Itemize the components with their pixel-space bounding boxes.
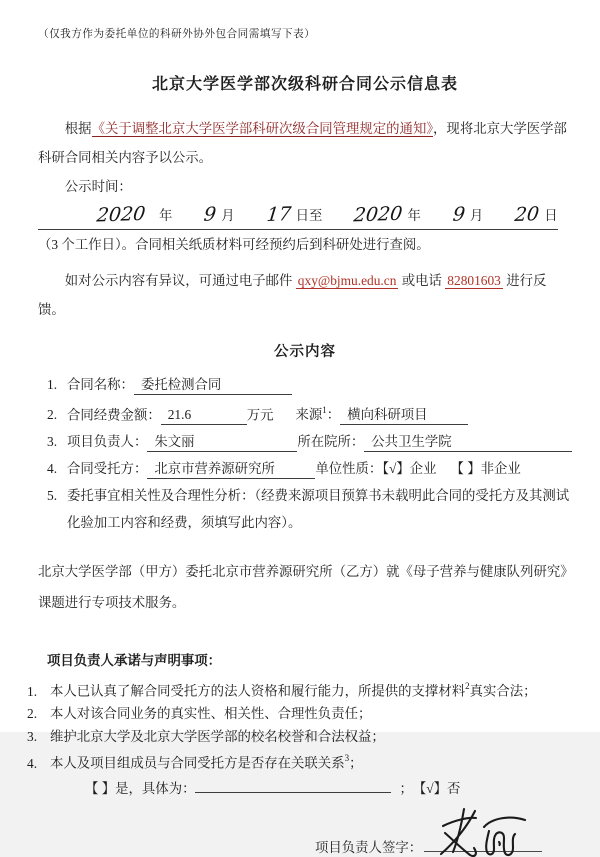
declaration-section <box>24 650 572 801</box>
footnote-marker-1: 1 <box>322 405 327 415</box>
period-label: 公示时间： <box>64 179 132 194</box>
project-leader-label: 项目负责人： <box>67 434 148 450</box>
period-suffix: （3 个工作日）。合同相关纸质材料可经预约后到科研处进行查阅。 <box>38 237 430 252</box>
checkbox-no-checked: 【√】否 <box>412 781 461 797</box>
item-number: 4. <box>27 755 38 771</box>
to-char: 日至 <box>295 208 323 223</box>
declaration-item-text: 维护北京大学及北京大学医学部的校名校誉和合法权益； <box>50 728 385 744</box>
contract-name-label: 合同名称： <box>67 377 134 392</box>
signature-name <box>424 835 425 836</box>
section-title: 公示内容 <box>274 344 336 360</box>
declaration-item-3 <box>24 726 572 749</box>
contract-name-value: 委托检测合同 <box>134 376 292 395</box>
contract-amount-value: 21.6 <box>161 406 247 425</box>
year-char-1: 年 <box>158 208 173 223</box>
feedback-suffix: 进行反馈。 <box>38 273 547 317</box>
declaration-item-text <box>50 748 362 775</box>
consignee-body <box>67 455 572 482</box>
signature-row <box>315 835 572 856</box>
contract-name-row <box>38 371 572 398</box>
project-leader-value: 朱文丽 <box>147 433 297 452</box>
item-number: 4. <box>47 461 58 477</box>
signature-label: 项目负责人签字： <box>315 840 423 856</box>
declaration-suffix: 真实合法； <box>469 683 537 699</box>
signature-line <box>424 835 542 852</box>
footnote-marker-3: 3 <box>344 753 350 764</box>
department-label: 所在院所： <box>297 434 365 450</box>
checkbox-yes-unchecked: 【 】是，具体为： <box>85 781 196 797</box>
item-number: 2. <box>27 706 38 722</box>
entrustment-summary: 北京大学医学部（甲方）委托北京市营养源研究所（乙方）就《母子营养与健康队列研究》课题进行专项技术服务。 <box>38 564 567 611</box>
contract-amount-body <box>67 398 572 428</box>
feedback-paragraph <box>38 266 572 324</box>
declaration-text: 本人已认真了解合同受托方的法人资格和履行能力，所提供的支撑材料 <box>50 683 466 699</box>
contract-amount-unit: 万元 <box>246 407 274 423</box>
handwritten-signature-icon <box>428 805 538 857</box>
relation-detail-blank <box>195 792 391 793</box>
declaration-header: 项目负责人承诺与声明事项： <box>47 653 222 669</box>
department-value: 公共卫生学院 <box>364 433 572 452</box>
funding-source-value: 横向科研项目 <box>340 406 468 425</box>
declaration-item-text: 本人对该合同业务的真实性、相关性、合理性负责任； <box>50 706 372 722</box>
handwritten-year-2: 2020 <box>352 202 404 227</box>
funding-source-colon: ： <box>326 407 341 423</box>
feedback-prefix: 如对公示内容有异议，可通过电子邮件 <box>64 273 296 288</box>
declaration-item-4 <box>24 748 572 775</box>
declaration-suffix: ； <box>349 755 363 771</box>
item-number: 1. <box>27 683 38 699</box>
handwritten-year-1: 2020 <box>95 202 147 227</box>
funding-source-text: 来源 <box>295 407 323 423</box>
project-leader-body <box>67 428 572 455</box>
month-char-2: 月 <box>469 208 484 223</box>
contract-name-body <box>67 371 572 398</box>
contract-amount-label: 合同经费金额： <box>67 407 161 423</box>
declaration-item-2 <box>24 703 572 726</box>
publicity-period-paragraph <box>38 172 572 259</box>
top-note: （仅我方作为委托单位的科研外协外包合同需填写下表） <box>38 29 316 40</box>
consignee-row <box>38 455 572 482</box>
project-leader-row <box>38 428 572 455</box>
feedback-mid: 或电话 <box>398 273 446 288</box>
declaration-item-1 <box>24 676 572 703</box>
handwritten-day-1: 17 <box>265 203 292 226</box>
declaration-item-text <box>50 676 537 703</box>
intro-prefix: 根据 <box>64 121 92 136</box>
document-title: 北京大学医学部次级科研合同公示信息表 <box>151 76 458 93</box>
unit-nature-label: 单位性质： <box>315 461 383 477</box>
item-number: 3. <box>47 434 58 450</box>
contract-amount-row <box>38 398 572 428</box>
intro-suffix: ，现将北京大学医学部科研合同相关内容予以公示。 <box>38 121 567 165</box>
relation-separator: ； <box>399 781 413 797</box>
handwritten-month-2: 9 <box>451 203 467 226</box>
checkbox-non-enterprise-unchecked: 【 】非企业 <box>450 461 521 477</box>
footnote-marker-2: 2 <box>465 681 470 692</box>
item-number: 3. <box>27 728 38 744</box>
feedback-email: qxy@bjmu.edu.cn <box>297 273 397 288</box>
month-char-1: 月 <box>221 208 235 223</box>
declaration-text: 本人及项目组成员与合同受托方是否存在关联关系 <box>50 755 345 771</box>
item-number: 2. <box>47 407 58 423</box>
funding-source-label <box>296 407 341 422</box>
handwritten-day-2: 20 <box>513 203 541 226</box>
notice-link: 《关于调整北京大学医学部科研次级合同管理规定的通知》 <box>91 121 434 136</box>
year-char-2: 年 <box>407 208 421 223</box>
checkbox-enterprise-checked: 【√】企业 <box>382 461 437 477</box>
analysis-text: 委托事宜相关性及合理性分析：（经费来源项目预算书未载明此合同的受托方及其测试化验加工内容和经费，须填写此内容）。 <box>67 488 570 531</box>
feedback-phone: 82801603 <box>447 273 501 288</box>
handwritten-month-1: 9 <box>203 203 218 226</box>
item-number: 1. <box>47 377 58 392</box>
intro-paragraph <box>38 114 572 172</box>
period-filled-dates <box>38 203 558 230</box>
relation-answer-line <box>85 777 572 801</box>
day-char: 日 <box>544 208 558 223</box>
consignee-label: 合同受托方： <box>67 461 148 477</box>
analysis-row <box>38 482 572 536</box>
item-number: 5. <box>47 488 58 504</box>
consignee-value: 北京市营养源研究所 <box>147 460 315 479</box>
